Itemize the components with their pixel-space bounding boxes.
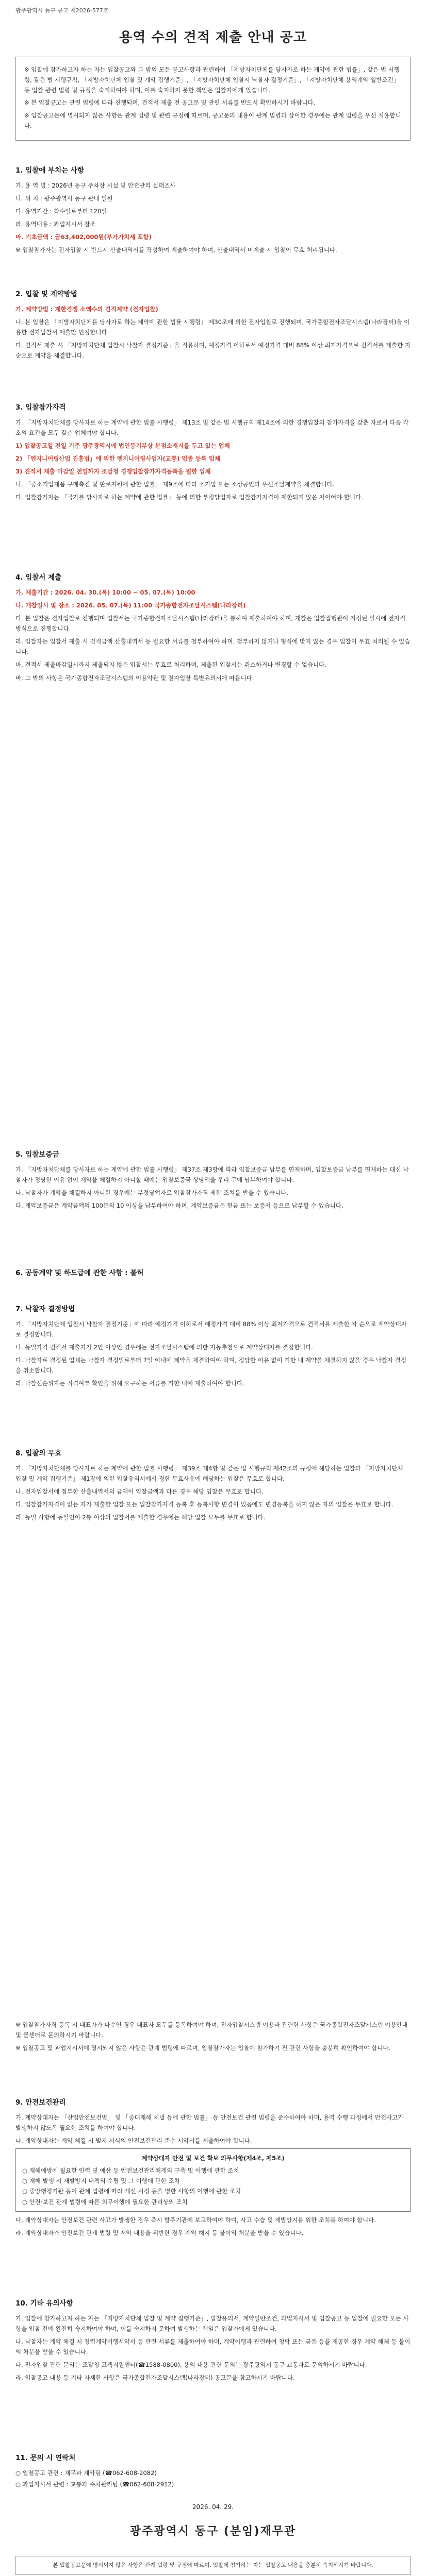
section-11 bbox=[15, 2452, 411, 2575]
section-line: 가. 「지방자치단체를 당사자로 하는 계약에 관한 법률 시행령」 제37조 제3항에 따라 입찰보증금 납부를 면제하며, 입찰보증금 납부를 면제하는 대신 낙찰자가 정당한 이유 없이 계약을 체결하지 아니할 때에는 입찰보증금 상당액을 우리 구에 납부하여야 합니다. bbox=[15, 1165, 409, 1183]
section-line: 다. 용역기간 : 착수일로부터 120일 bbox=[15, 207, 107, 215]
section-line: 마. 기초금액 : 금63,402,000원(부가가치세 포함) bbox=[15, 233, 152, 241]
contact-line: ○ 입찰공고 관련 : 재무과 계약팀 (☎062-608-2082) bbox=[15, 2469, 157, 2477]
section-line: 다. 낙찰자로 결정된 업체는 낙찰자 결정일로부터 7일 이내에 계약을 체결하여야 하며, 정당한 이유 없이 기한 내 계약을 체결하지 않을 경우 낙찰자 결정을 취소합니다. bbox=[15, 1357, 406, 1375]
section-line: 라. 낙찰선순위자는 적격여부 확인을 위해 요구하는 서류를 기한 내에 제출하여야 합니다. bbox=[15, 1380, 244, 1387]
section-3 bbox=[15, 402, 411, 505]
section-title: 9. 안전보건관리 bbox=[15, 2098, 66, 2107]
section-7 bbox=[15, 1303, 411, 1391]
contact-line: ○ 과업지시서 관련 : 교통과 주차관리팀 (☎062-608-2912) bbox=[15, 2480, 174, 2488]
section-title: 6. 공동계약 및 하도급에 관한 사항 : 불허 bbox=[15, 1269, 144, 1277]
section-line: 나. 「중소기업제품 구매촉진 및 판로지원에 관한 법률」 제9조에 따라 소기업 또는 소상공인과 우선조달계약을 체결합니다. bbox=[15, 481, 335, 488]
section-line: 나. 낙찰자는 계약 체결 시 청렴계약이행서약서 등 관련 서류를 제출하여야 하며, 계약이행과 관련하여 청탁 또는 금품 등을 제공한 경우 계약 해제 등 불이익 처분을 받을 수 있습니다. bbox=[15, 2337, 411, 2355]
notice-line: ※ 본 입찰공고는 관련 법령에 따라 진행되며, 견적서 제출 전 공고문 및 관련 서류를 반드시 확인하시기 바랍니다. bbox=[24, 99, 316, 107]
section-line: 나. 계약상대자는 계약 체결 시 별지 서식의 안전보건관리 준수 서약서를 제출하여야 합니다. bbox=[15, 2137, 252, 2144]
section-line: 라. 입찰자는 입찰서 제출 시 견적금액 산출내역서 등 필요한 서류를 첨부하여야 하며, 첨부하지 않거나 형식에 맞지 않는 경우 입찰이 무효 처리될 수 있습니다. bbox=[15, 638, 411, 656]
section-line: 다. 본 입찰은 전자입찰로 진행되며 입찰서는 국가종합전자조달시스템(나라장터)을 통하여 제출하여야 하며, 개찰은 입찰집행관이 지정된 일시에 전자적 방식으로 진행합니다. bbox=[15, 614, 406, 632]
section-line: 가. 「지방자치단체를 당사자로 하는 계약에 관한 법률 시행령」 제39조 제4항 및 같은 법 시행규칙 제42조의 규정에 해당하는 입찰과 「지방자치단체 입찰 및 계약 집행기준」 제1장에 의한 입찰유의서에서 정한 무효사유에 해당하는 입찰은 무효로 합니다. bbox=[15, 1464, 403, 1482]
section-title: 2. 입찰 및 계약방법 bbox=[15, 290, 77, 298]
section-line: 라. 용역내용 : 과업지시서 참조 bbox=[15, 221, 96, 228]
section-4 bbox=[15, 572, 411, 686]
section-title: 3. 입찰참가자격 bbox=[15, 403, 66, 412]
section-2 bbox=[15, 289, 411, 363]
section-line: 가. 「지방자치단체 입찰시 낙찰자 결정기준」에 따라 예정가격 이하로서 예정가격 대비 88% 이상 최저가격으로 견적서를 제출한 자 순으로 계약상대자로 결정합니다. bbox=[15, 1320, 407, 1338]
section-8 bbox=[15, 1448, 411, 1525]
section-line: 가. 「지방자치단체를 당사자로 하는 계약에 관한 법률 시행령」 제13조 및 같은 법 시행규칙 제14조에 의한 경쟁입찰의 참가자격을 갖춘 자로서 다음 각 호의 요건을 모두 갖춘 업체여야 합니다. bbox=[15, 418, 409, 436]
section-line: 라. 동일 사항에 동일인이 2통 이상의 입찰서를 제출한 경우에는 해당 입찰 모두를 무효로 합니다. bbox=[15, 1514, 266, 1521]
section-1 bbox=[15, 165, 411, 258]
section-title: 5. 입찰보증금 bbox=[15, 1150, 59, 1159]
section-title: 4. 입찰서 제출 bbox=[15, 573, 62, 582]
notice-line: ※ 입찰에 참가하고자 하는 자는 입찰공고와 그 밖의 모든 공고사항과 관련하여 「지방자치단체를 당사자로 하는 계약에 관한 법률」, 같은 법 시행령, 같은 법 시행규칙, 「지방자치단체 입찰 및 계약 집행기준」, 「지방자치단체 입찰시 낙찰자 결정기준」, 「지방자치단체 용역계약 일반조건」 등 입찰 관련 법령 및 규정을 숙지하여야 하며, 이를 숙지하지 못한 책임은 입찰자에게 있습니다. bbox=[24, 66, 400, 94]
section-title: 10. 기타 유의사항 bbox=[15, 2299, 73, 2308]
section-line: 나. 낙찰자가 계약을 체결하지 아니한 경우에는 부정당업자로 입찰참가자격 제한 조치를 받을 수 있습니다. bbox=[15, 1189, 288, 1196]
footer-note: 본 입찰공고문에 명시되지 않은 사항은 관계 법령 및 규정에 따르며, 입찰에 참가하는 자는 입찰공고 내용을 충분히 숙지하시기 바랍니다. bbox=[15, 2556, 411, 2574]
section-8-notes bbox=[15, 2020, 411, 2056]
notice-date: 2026. 04. 29. bbox=[192, 2503, 234, 2511]
section-line: 가. 입찰에 참가하고자 하는 자는 「지방자치단체 입찰 및 계약 집행기준」, 입찰유의서, 계약일반조건, 과업지시서 및 입찰공고 등 입찰에 필요한 모든 사항을 입찰 전에 완전히 숙지하여야 하며, 이를 숙지하지 못하여 발생하는 책임은 입찰자에게 있습니다. bbox=[15, 2314, 409, 2332]
obligation-item: ○ 중앙행정기관 등이 관계 법령에 따라 개선·시정 등을 명한 사항의 이행에 관한 조치 bbox=[22, 2188, 241, 2195]
section-line: 나. 본 입찰은 「지방자치단체를 당사자로 하는 계약에 관한 법률 시행령」 제30조에 의한 전자입찰로 진행되며, 국가종합전자조달시스템(나라장터)을 이용한 전자입찰서 제출만 인정합니다. bbox=[15, 318, 410, 336]
section-title: 1. 입찰에 부치는 사항 bbox=[15, 166, 84, 175]
section-title: 8. 입찰의 무효 bbox=[15, 1449, 62, 1458]
obligation-item: ○ 재해예방에 필요한 인력 및 예산 등 안전보건관리체계의 구축 및 이행에 관한 조치 bbox=[22, 2167, 239, 2175]
section-note: ※ 입찰참가자는 전자입찰 시 반드시 산출내역서를 작성하여 제출하여야 하며, 산출내역서 미제출 시 입찰이 무효 처리됩니다. bbox=[15, 246, 337, 254]
section-line: 나. 동일가격 견적서 제출자가 2인 이상인 경우에는 전자조달시스템에 의한 자동추첨으로 계약상대자를 결정합니다. bbox=[15, 1343, 313, 1351]
section-9 bbox=[15, 2097, 411, 2241]
obligations-title: 계약상대자 안전 및 보건 확보 의무사항(제4조, 제5조) bbox=[141, 2155, 285, 2162]
section-6 bbox=[15, 1267, 411, 1283]
section-highlight: 3) 견적서 제출 마감일 전일까지 조달청 경쟁입찰참가자격등록을 필한 업체 bbox=[15, 468, 211, 476]
section-title: 11. 문의 시 연락처 bbox=[15, 2454, 76, 2462]
section-line: 나. 전자입찰서에 첨부한 산출내역서의 금액이 입찰금액과 다른 경우 해당 입찰은 무효로 합니다. bbox=[15, 1487, 264, 1495]
obligations-box bbox=[15, 2148, 411, 2212]
section-line: 라. 입찰공고 내용 등 기타 자세한 사항은 국가종합전자조달시스템(나라장터) 공고문을 참고하시기 바랍니다. bbox=[15, 2374, 295, 2382]
section-line: 다. 입찰참가자는 「국가를 당사자로 하는 계약에 관한 법률」 등에 의한 부정당업자로 입찰참가자격이 제한되지 않은 자이어야 합니다. bbox=[15, 494, 363, 501]
section-line: 나. 위 치 : 광주광역시 동구 관내 일원 bbox=[15, 194, 113, 202]
section-highlight: 1) 입찰공고일 전일 기준 광주광역시에 법인등기부상 본점소재지를 두고 있는 업체 bbox=[15, 442, 230, 449]
section-line: 나. 개찰일시 및 장소 : 2026. 05. 07.(목) 11:00 국가종합전자조달시스템(나라장터) bbox=[15, 601, 246, 609]
section-line: 바. 그 밖의 사항은 국가종합전자조달시스템의 이용약관 및 전자입찰 특별유의서에 따릅니다. bbox=[15, 674, 254, 682]
section-note: ※ 입찰공고 및 과업지시서에 명시되지 않은 사항은 관계 법령에 따르며, 입찰참가자는 입찰에 참가하기 전 관련 사항을 충분히 확인하여야 합니다. bbox=[15, 2044, 391, 2052]
section-line: 다. 견적서 제출 시 「지방자치단체 입찰시 낙찰자 결정기준」을 적용하며, 예정가격 이하로서 예정가격 대비 88% 이상 최저가격으로 견적서를 제출한 자 순으로 계약을 체결합니다. bbox=[15, 342, 411, 360]
section-line: 다. 계약보증금은 계약금액의 100분의 10 이상을 납부하여야 하며, 계약보증금은 현금 또는 보증서 등으로 납부할 수 있습니다. bbox=[15, 1202, 343, 1209]
document-number: 광주광역시 동구 공고 제2026-577호 bbox=[15, 7, 109, 14]
section-line: 가. 용 역 명 : 2026년 동구 주차장 시설 및 안전관리 실태조사 bbox=[15, 181, 176, 189]
section-line: 다. 계약상대자는 안전보건 관련 사고가 발생한 경우 즉시 발주기관에 보고하여야 하며, 사고 수습 및 재발방지를 위한 조치를 하여야 합니다. bbox=[15, 2216, 376, 2224]
section-line: 가. 계약상대자는 「산업안전보건법」 및 「중대재해 처벌 등에 관한 법률」 등 안전보건 관련 법령을 준수하여야 하며, 용역 수행 과정에서 안전사고가 발생하지 않도록 필요한 조치를 하여야 합니다. bbox=[15, 2113, 404, 2131]
section-line: 가. 제출기간 : 2026. 04. 30.(목) 10:00 ~ 05. 07.(목) 10:00 bbox=[15, 588, 195, 596]
section-line: 가. 계약방법 : 제한경쟁 소액수의 견적계약 (전자입찰) bbox=[15, 305, 158, 313]
section-line: 다. 입찰참가자격이 없는 자가 제출한 입찰 또는 입찰참가자격 등록 후 등록사항 변경이 있음에도 변경등록을 하지 않은 자의 입찰은 무효로 합니다. bbox=[15, 1501, 394, 1508]
obligation-item: ○ 안전·보건 관계 법령에 따른 의무이행에 필요한 관리상의 조치 bbox=[22, 2198, 188, 2206]
issuing-organization: 광주광역시 동구 (분임)재무관 bbox=[129, 2524, 297, 2538]
document-title: 용역 수의 견적 제출 안내 공고 bbox=[119, 30, 307, 45]
section-line: 마. 견적서 제출마감일시까지 제출되지 않은 입찰서는 무효로 처리하며, 제출된 입찰서는 취소하거나 변경할 수 없습니다. bbox=[15, 661, 326, 669]
section-5 bbox=[15, 1149, 411, 1213]
section-highlight: 2) 「엔지니어링산업 진흥법」에 의한 엔지니어링사업자(교통) 업종 등록 업체 bbox=[15, 455, 220, 462]
section-line: 다. 전자입찰 관련 문의는 조달청 고객지원센터(☎1588-0800), 용역 내용 관련 문의는 광주광역시 동구 교통과로 문의하시기 바랍니다. bbox=[15, 2361, 367, 2369]
section-note: ※ 입찰참가자격 등록 시 대표자가 다수인 경우 대표자 모두를 등록하여야 하며, 전자입찰시스템 이용과 관련한 사항은 국가종합전자조달시스템 이용안내 및 콜센터로 문의하시기 바랍니다. bbox=[15, 2021, 408, 2039]
notice-box bbox=[15, 57, 411, 141]
notice-line: ※ 입찰공고문에 명시되지 않은 사항은 관계 법령 및 관련 규정에 따르며, 공고문의 내용이 관계 법령과 상이한 경우에는 관계 법령을 우선 적용합니다. bbox=[24, 111, 401, 129]
section-line: 라. 계약상대자가 안전보건 관계 법령 및 서약 내용을 위반한 경우 계약 해지 등 불이익 처분을 받을 수 있습니다. bbox=[15, 2229, 304, 2236]
section-10 bbox=[15, 2298, 411, 2385]
obligation-item: ○ 재해 발생 시 재발방지 대책의 수립 및 그 이행에 관한 조치 bbox=[22, 2177, 180, 2185]
section-title: 7. 낙찰자 결정방법 bbox=[15, 1305, 75, 1313]
